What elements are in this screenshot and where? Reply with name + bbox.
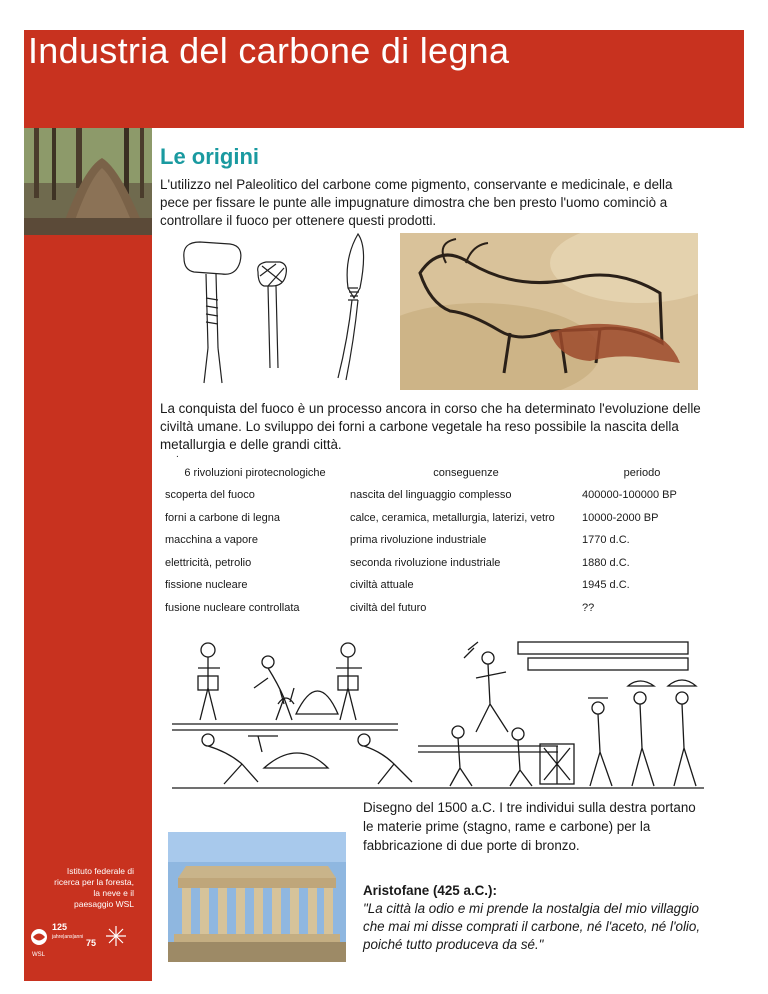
table-header: 6 rivoluzioni pirotecnologiche xyxy=(184,467,326,479)
institute-line: Istituto federale di xyxy=(66,866,134,876)
institute-name xyxy=(28,866,134,910)
table-cell: 400000-100000 BP xyxy=(582,489,677,502)
table-row xyxy=(160,574,702,597)
table-cell: seconda rivoluzione industriale xyxy=(350,556,501,569)
aristophanes-quote xyxy=(363,882,708,954)
intro-paragraph: L'utilizzo nel Paleolitico del carbone come pigmento, conservante e medicinale, e della pece per fissare le punte alle impugnature dimostra che ben presto l'uomo cominciò a controllare il fuoco per ottenere questi prodotti. xyxy=(160,177,673,228)
table-cell: prima rivoluzione industriale xyxy=(350,534,487,547)
table-cell: calce, ceramica, metallurgia, laterizi, vetro xyxy=(350,511,555,524)
table-cell: elettricità, petrolio xyxy=(165,556,252,569)
institute-line: paesaggio WSL xyxy=(73,899,134,909)
stray-dot: . xyxy=(176,449,179,460)
cave-painting-photo xyxy=(400,233,698,390)
table-cell: macchina a vapore xyxy=(165,534,258,547)
wsl-anniversary-logo xyxy=(30,920,136,958)
sidebar xyxy=(24,128,152,981)
table-header: periodo xyxy=(623,467,661,479)
quote-text: "La città la odio e mi prende la nostalgia del mio villaggio che mai mi disse comprati il carbone, né l'aceto, né l'olio, poiché tutto produceva da sé." xyxy=(363,901,701,952)
table-cell: ?? xyxy=(582,601,595,614)
table-cell: nascita del linguaggio complesso xyxy=(350,489,512,502)
parthenon-photo xyxy=(168,832,346,962)
table-row xyxy=(160,484,702,507)
egyptian-metalworking-drawing xyxy=(168,628,708,798)
institute-line: la neve e il xyxy=(93,888,134,898)
snowflake-icon xyxy=(106,926,126,946)
fire-paragraph: La conquista del fuoco è un processo ancora in corso che ha determinato l'evoluzione delle civiltà umane. Lo sviluppo dei forni a carbone vegetale ha reso possibile la nascita della metallurgia e delle grandi città. xyxy=(160,401,701,452)
table-cell: 1880 d.C. xyxy=(582,556,630,569)
revolutions-table xyxy=(160,462,702,619)
table-header-row xyxy=(160,462,702,484)
table-cell: civiltà del futuro xyxy=(350,601,427,614)
table-cell: scoperta del fuoco xyxy=(165,489,255,502)
table-cell: forni a carbone di legna xyxy=(165,511,280,524)
charcoal-kiln-photo xyxy=(24,128,152,235)
section-title: Le origini xyxy=(160,144,259,169)
page-title: Industria del carbone di legna xyxy=(28,30,510,71)
logo-years: 125 xyxy=(52,922,68,932)
table-cell: fusione nucleare controllata xyxy=(165,601,300,614)
table-row xyxy=(160,507,702,530)
institute-line: ricerca per la foresta, xyxy=(54,877,134,887)
table-cell: 1945 d.C. xyxy=(582,579,630,592)
table-header: conseguenze xyxy=(433,467,499,479)
table-cell: civiltà attuale xyxy=(350,579,414,592)
quote-author: Aristofane (425 a.C.): xyxy=(363,883,497,898)
table-cell: 1770 d.C. xyxy=(582,534,630,547)
logo-jahre: jahre|ans|anni xyxy=(52,934,84,940)
table-row xyxy=(160,552,702,575)
logo-wsl: WSL xyxy=(32,952,46,958)
logo-75: 75 xyxy=(86,938,97,948)
table-row xyxy=(160,529,702,552)
table-cell: 10000-2000 BP xyxy=(582,511,659,524)
prehistoric-tools-drawing xyxy=(172,228,390,388)
table-row xyxy=(160,597,702,620)
drawing-caption: Disegno del 1500 a.C. I tre individui sulla destra portano le materie prime (stagno, rame e carbone) per la fabbricazione di due porte di bronzo. xyxy=(363,800,696,853)
table-cell: fissione nucleare xyxy=(165,579,248,592)
